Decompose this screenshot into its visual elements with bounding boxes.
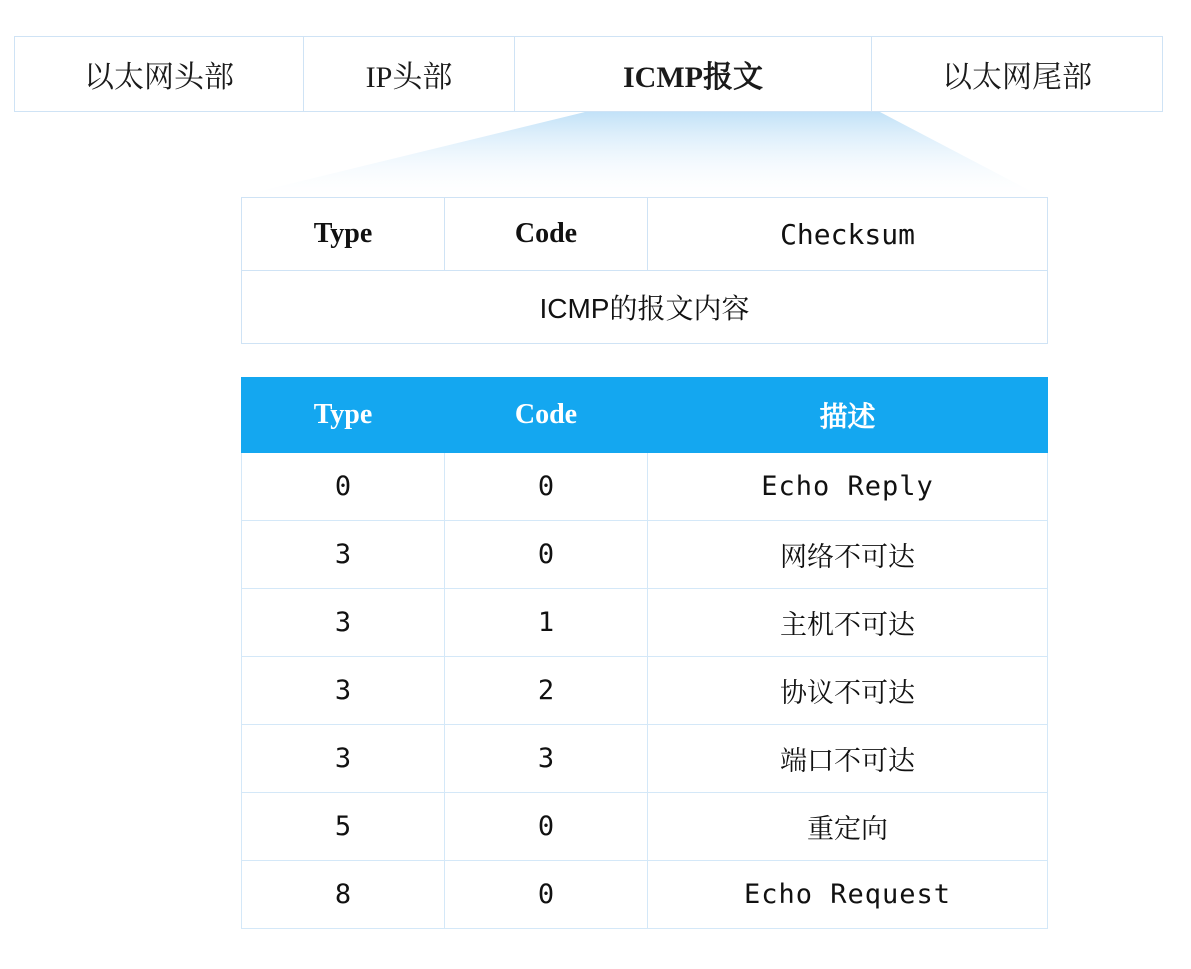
icmp-header-table bbox=[241, 197, 1048, 344]
packet-frame-row bbox=[14, 36, 1164, 112]
cell-description: 网络不可达 bbox=[648, 521, 1048, 589]
cell-description: 主机不可达 bbox=[648, 589, 1048, 657]
table-row bbox=[242, 657, 1048, 725]
table-row bbox=[242, 453, 1048, 521]
cell-code: 0 bbox=[445, 521, 648, 589]
frame-cell-ethernet-trailer bbox=[871, 36, 1163, 112]
cell-type: 3 bbox=[242, 725, 445, 793]
table-row bbox=[242, 521, 1048, 589]
frame-cell-label: 以太网尾部 bbox=[942, 61, 1092, 94]
icmp-payload-label: ICMP的报文内容 bbox=[242, 271, 1048, 344]
column-header-description: 描述 bbox=[648, 378, 1048, 453]
column-header-code: Code bbox=[445, 378, 648, 453]
frame-cell-label: 以太网头部 bbox=[84, 61, 234, 94]
cell-code: 3 bbox=[445, 725, 648, 793]
table-row bbox=[242, 793, 1048, 861]
frame-cell-icmp-message bbox=[514, 36, 872, 112]
table-row bbox=[242, 271, 1048, 344]
frame-cell-label: ICMP报文 bbox=[623, 61, 763, 94]
table-header-row bbox=[242, 378, 1048, 453]
cell-code: 0 bbox=[445, 453, 648, 521]
cell-code: 1 bbox=[445, 589, 648, 657]
frame-cell-ethernet-header bbox=[14, 36, 304, 112]
table-row bbox=[242, 198, 1048, 271]
cell-description: 重定向 bbox=[648, 793, 1048, 861]
table-row bbox=[242, 589, 1048, 657]
cell-type: 3 bbox=[242, 521, 445, 589]
cell-description: 端口不可达 bbox=[648, 725, 1048, 793]
icmp-field-type: Type bbox=[242, 198, 445, 271]
cell-code: 0 bbox=[445, 861, 648, 929]
table-row bbox=[242, 861, 1048, 929]
cell-type: 5 bbox=[242, 793, 445, 861]
cell-code: 0 bbox=[445, 793, 648, 861]
icmp-field-checksum: Checksum bbox=[648, 198, 1048, 271]
table-row bbox=[242, 725, 1048, 793]
cell-type: 0 bbox=[242, 453, 445, 521]
cell-description: Echo Reply bbox=[648, 453, 1048, 521]
cell-code: 2 bbox=[445, 657, 648, 725]
frame-cell-ip-header bbox=[303, 36, 515, 112]
cell-description: Echo Request bbox=[648, 861, 1048, 929]
frame-cell-label: IP头部 bbox=[365, 61, 453, 94]
cell-type: 3 bbox=[242, 589, 445, 657]
cell-description: 协议不可达 bbox=[648, 657, 1048, 725]
column-header-type: Type bbox=[242, 378, 445, 453]
icmp-field-code: Code bbox=[445, 198, 648, 271]
icmp-type-code-table bbox=[241, 377, 1048, 929]
expansion-funnel-icon bbox=[240, 112, 1040, 196]
cell-type: 8 bbox=[242, 861, 445, 929]
cell-type: 3 bbox=[242, 657, 445, 725]
